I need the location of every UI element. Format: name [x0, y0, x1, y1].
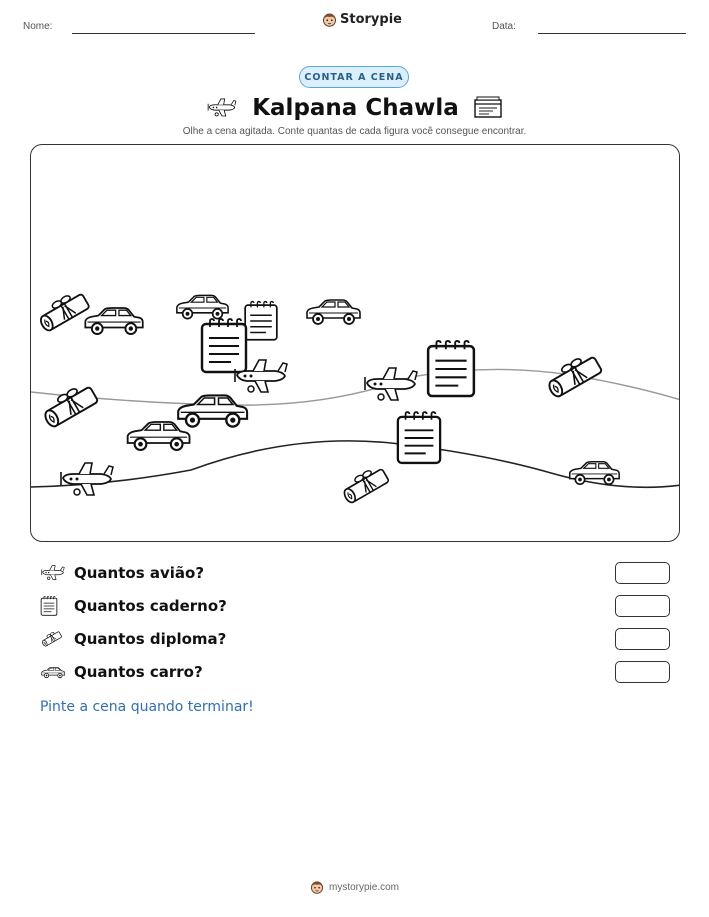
date-label: Data: — [492, 21, 516, 32]
question-row-diploma — [40, 626, 670, 652]
date-line[interactable] — [538, 33, 686, 34]
instructions-text: Olhe a cena agitada. Conte quantas de cada figura você consegue encontrar. — [182, 126, 527, 137]
car-icon — [177, 295, 228, 318]
notebook-icon — [202, 319, 246, 372]
brand-logo — [322, 12, 402, 27]
airplane-icon — [365, 368, 417, 400]
question-text: Quantos carro? — [74, 663, 203, 681]
name-line[interactable] — [72, 33, 255, 34]
page-title: Kalpana Chawla — [252, 95, 459, 121]
counting-scene — [30, 144, 680, 542]
activity-badge: CONTAR A CENA — [299, 66, 409, 88]
question-text: Quantos diploma? — [74, 630, 227, 648]
notebook-icon — [245, 302, 277, 340]
airplane-icon — [40, 562, 66, 584]
answer-box-airplane[interactable] — [615, 562, 670, 584]
diploma-icon — [40, 628, 66, 650]
closing-note: Pinte a cena quando terminar! — [40, 699, 254, 715]
diploma-icon — [339, 464, 389, 504]
storypie-mascot-icon — [310, 880, 324, 894]
diploma-icon — [40, 381, 99, 429]
diploma-icon — [544, 351, 603, 399]
airplane-icon — [206, 96, 238, 120]
answer-box-car[interactable] — [615, 661, 670, 683]
notebook-icon — [398, 412, 440, 463]
car-icon — [85, 308, 142, 334]
car-icon — [40, 661, 66, 683]
question-text: Quantos avião? — [74, 564, 205, 582]
question-text: Quantos caderno? — [74, 597, 227, 615]
car-icon — [178, 395, 247, 426]
answer-box-notebook[interactable] — [615, 595, 670, 617]
spacecraft-module-icon — [473, 96, 503, 120]
storypie-mascot-icon — [322, 12, 337, 27]
answer-box-diploma[interactable] — [615, 628, 670, 650]
car-icon — [570, 462, 619, 484]
brand-name: Storypie — [340, 12, 402, 27]
question-row-airplane — [40, 560, 670, 586]
car-icon — [128, 422, 190, 450]
question-row-car — [40, 659, 670, 685]
scene-drawing — [31, 145, 680, 542]
name-label: Nome: — [23, 21, 53, 32]
diploma-icon — [35, 288, 89, 332]
title-row — [0, 90, 709, 126]
footer — [0, 880, 709, 894]
footer-site[interactable]: mystorypie.com — [328, 881, 399, 893]
question-row-notebook — [40, 593, 670, 619]
car-icon — [307, 300, 360, 324]
notebook-icon — [428, 341, 474, 396]
notebook-icon — [40, 595, 66, 617]
airplane-icon — [61, 463, 113, 495]
